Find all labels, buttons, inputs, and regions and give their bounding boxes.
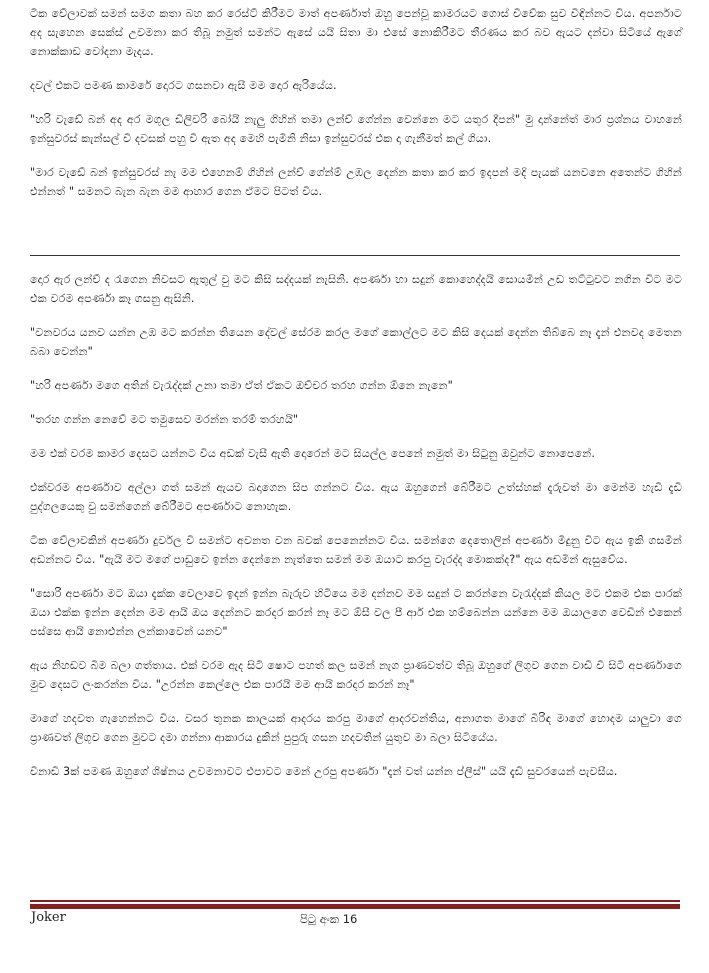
paragraph: "තරහ ගන්න නෙවේ මට තමුසෙව මරන්න තරම් තරහයි" — [30, 413, 299, 426]
paragraph: "හරි වැඩේ බන් අද අර මගුල ඩිලිවරි බෝයි නැලු ගිහින් තමා ලන්ච් ගේන්න වෙන්නෙ මට යතුර දීපන්" මු දාන්නේත් මාර ප්‍රශ්නය වාහනේ ඉන්සුවරස් කැන්සල් වී දවසක් පහු වී ඇත අද මෙහි පැමිනි නිසා ඉන්සුවරස් එක දා ගැනීමත් කල් ගියා. — [30, 113, 682, 145]
section-separator — [30, 255, 680, 256]
paragraph: විනාඩි 3ක් පමණ ඔහුගේ ශිෂ්නය උවමනාවට එපාවට මෙන් උරපු අපර්ණා "දැන් වත් යන්න ප්ලීස්" යයි දැඩි සුවරයෙන් පැවසීය. — [30, 765, 618, 778]
paragraph: මම එක් වරම කාමර දෙසට යන්නට විය අඩක් වැසී ඇති දොරෙන් මට සියල්ල පෙනේ නමුත් මා සිටුනු ඔවුන්ට නොපෙනේ. — [30, 447, 596, 460]
paragraph: "වනවරය යනව යන්න උඹ මට කරන්න තියෙන දේවල් සේරම කරල මගේ කොල්ලට මට කිසි දෙයක් දෙන්න තිබ්බෙ නෑ දැන් එනවද මෙතන බබා වෙන්න" — [30, 326, 682, 358]
story-section-1 — [30, 4, 682, 216]
footer-author: Joker — [31, 910, 66, 925]
paragraph: දොර ඇර ලන්ච් ද රැගෙන නිවසට ඇතුල් වු මට කිසි සද්දයක් නැසිනි. අපර්ණා හා සදුන් කොහෙද්දයි සොයමින් උඩ තට්ටුවට නගින විට මට එක වරම අපර්ණා කෑ ගසනු ඇසිනි. — [30, 273, 682, 305]
paragraph: "සොරි අපර්ණා මට ඔයා දැක්ක වෙලාවෙ ඉදන් ඉන්න බැරුව හිටියෙ මම දන්නව මම සදුන් ට කරන්නෙ වැරැද්දක් කියල මට එකම එක පාරක් ඔයා එක්ක ඉන්න දෙන්න මම ආයි ඔය දෙන්නට කරදර කරන් නෑ මට ඕසී වල පී ආර් එක හම්බෙන්න යන්නෙ මම ඔයාලගෙ වෙඩින් එකෙන් පස්සෙ ආයි නොඑන්න ලන්කාවෙන් යනව" — [30, 587, 682, 638]
paragraph: "මාර වැඩේ බන් ඉන්සුවරස් නැ මම එහෙනම් ගිහින් ලන්ච් ගේන්ම් උඹල දෙන්න කතා කර කර ඉදපන් මදි පැයක් යනවනෙ අතෙන්ට ගිහින් එන්නත් " සමනට බැන බැන මම ආහාර ගෙන ඒමට පිටත් විය. — [30, 166, 682, 198]
footer-rule — [30, 900, 680, 902]
page-number: පිටු අංක 16 — [300, 912, 358, 926]
paragraph: ඇය නිහඩව බිම බලා ගත්තාය. එක් වරම ඇද සිටි ෂොට පහත් කල සමන් නැග ප්‍රාණවත්ව තිබූ ඔහුගේ ලිගුව ගෙන වාඩි වී සිටි අපර්ණාගෙ මුව දෙසට ලංකරන්න විය. "උරන්න කෙල්ලෙ එක පාරයි මම ආයි කරදර කරන් නෑ" — [30, 659, 682, 691]
paragraph: ටික වේලාවක් සමන් සමග කතා බහ කර රෙස්ට් කිරීමට මාත් අපර්ණාත් ඔහු පෙන්වූ කාමරයට ගොස් විවේක සුව විඳින්නට විය. අපර්නාට අද සැහෙන සෙක්ස් උවමනා කර තිබූ නමුත් සමන්ට ඇසේ යයි සිතා මා එසේ නොකිරීමට තීරණය කර බව ඇයට දන්වා සිටියේ ඇගේ නොක්කාඩ වෝදනා මැදය. — [30, 7, 682, 58]
footer-rule-thick — [30, 904, 680, 909]
paragraph: දවල් එකට පමණ කාමරේ දොරට ගසනවා ඇසී මම දොර ඇරියේය. — [30, 79, 337, 92]
paragraph: එක්වරම අපර්ණාව අල්ලා ගත් සමන් ඇයව බදාගෙන සිප ගන්නට විය. ඇය ඔහුගෙන් බේරීමට උත්ස්හක් දැරුවත් මා මෙන්ම හැඩි දැඩි පුද්ගලයෙකු වු සමන්ගෙන් බේරීමට අපර්ණාට නොහැක. — [30, 481, 682, 513]
story-section-2 — [30, 270, 682, 796]
paragraph: ටික වේලාවකින් අපර්ණා දුර්වල වී සමන්ට අවනත වන බවක් පෙනෙන්නට විය. සමන්ගෙ දෙතොලින් අපර්ණා මිදුනු විට ඇය ඉකි ගසමින් අඩන්නට විය. "ඇයි මට මගේ පාඩුවෙ ඉන්න දෙන්නෙ නැත්තෙ සමන් මම ඔයාට කරපු වැරද්ද මොකක්ද?" ඇය අඩමින් ඇසුවේය. — [30, 534, 682, 566]
paragraph: මාගේ හදවත ගැහෙන්නට විය. වසර තුනක කාලයක් ආදරය කරපු මාගේ ආදරවන්තිය, අනාගත මාගේ බිරිඳ මාගේ හොදම යාලුවා ගෙ ප්‍රාණවත් ලිගුව ගෙන මුවට දමා ගන්නා ආකාරය දුකින් පුපුරු ගසන හදවතින් යුතුව මා බලා සිටියේය. — [30, 712, 682, 744]
paragraph: "හරි අපර්ණා මගෙ අතින් වැරැද්දක් උනා තමා ඒත් ඒකට ඔච්චර තරහ ගන්න ඕනෙ නැනෙ" — [30, 379, 453, 392]
